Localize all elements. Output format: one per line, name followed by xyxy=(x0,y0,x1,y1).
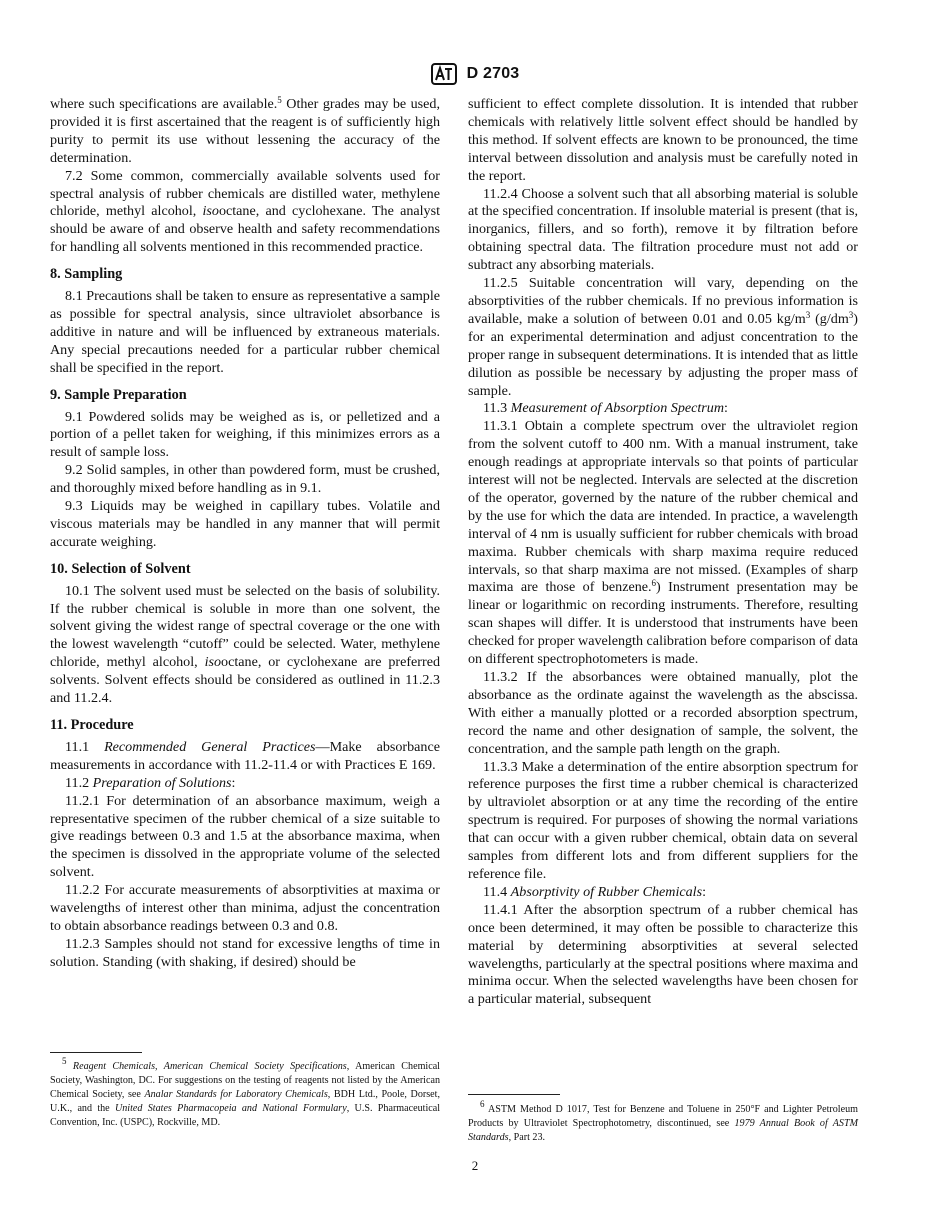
paragraph-9-1: 9.1 Powdered solids may be weighed as is, or pelletized and a portion of a pellet taken for weighing, if this minimizes errors as a result of sample loss. xyxy=(50,408,440,461)
paragraph-11-3: 11.3 Measurement of Absorption Spectrum: xyxy=(483,400,728,417)
section-heading-sampling: 8. Sampling xyxy=(50,266,123,283)
paragraph-8-1: 8.1 Precautions shall be taken to ensure as representative a sample as possible for spectral analysis, since ultraviolet absorbance is additive in nature and will be influenced by extraneous materials. Any special precautions needed for a particular rubber chemical shall be specified in the report. xyxy=(50,288,440,376)
paragraph-11-3-1: 11.3.1 Obtain a complete spectrum over the ultraviolet region from the solvent cutoff to 400 nm. With a manual instrument, take enough readings at appropriate intervals so that points of particular interest will not be neglected. Intervals are selected at the discretion of the operator, governed by the nature of the rubber chemical and by the use for which the data are intended. In practice, a wavelength interval of 4 nm is usually sufficient for rubber chemicals with broad maxima. Rubber chemicals with sharp maxima require reduced intervals, so that sharp maxima are not missed. (Examples of sharp maxima are those of benzene.$^6$) Instrument presentation may be linear or logarithmic on recording instruments. Therefore, resulting scan shapes will differ. It is understood that instruments have been checked for proper wavelength calibration before comparison of data on different spectrophotometers is made. xyxy=(468,418,859,668)
paragraph-11-2-5: 11.2.5 Suitable concentration will vary, depending on the absorptivities of the rubber chemicals. If no previous information is available, make a solution of between 0.01 and 0.05 $kg/m^3$ $(g/dm^3)$ for an experimental determination and adjust concentration to the proper range in subsequent determinations. It is intended that as little dilution as possible be necessary by adjusting the proper mass of sample. xyxy=(468,275,858,399)
footnote-5: $^5$ Reagent Chemicals, American Chemical Society Specifications, American Chemical Society, Washington, DC. For suggestions on the testing of reagents not listed by the American Chemical Society, see Analar Standards for Laboratory Chemicals, BDH Ltd., Poole, Dorset, U.K., and the United States Pharmacopeia and National Formulary, U.S. Pharmaceutical Convention, Inc. (USPC), Rockville, MD. xyxy=(50,1056,441,1128)
page-header xyxy=(0,62,950,88)
footnote-divider-left xyxy=(50,1052,142,1053)
section-heading-procedure: 11. Procedure xyxy=(50,717,134,733)
paragraph-11-2: 11.2 Preparation of Solutions: xyxy=(65,774,236,791)
section-heading-sample-preparation: 9. Sample Preparation xyxy=(50,386,187,403)
footnote-6: $^6$ ASTM Method D 1017, Test for Benzene and Toluene in 250°F and Lighter Petroleum Products by Ultraviolet Spectrophotometry, discontinued, see 1979 Annual Book of ASTM Standards, Part 23. xyxy=(468,1099,858,1143)
footnote-divider-right xyxy=(468,1094,560,1095)
paragraph-11-2-1: 11.2.1 For determination of an absorbance maximum, weigh a representative specimen of the rubber chemical of a size suitable to give readings between 0.3 and 1.5 at the absorbance maxima, when the specimen is dissolved in the appropriate volume of the selected solvent. xyxy=(50,792,440,881)
left-column xyxy=(50,96,440,972)
document-id: D 2703 xyxy=(466,65,520,82)
paragraph-11-2-2: 11.2.2 For accurate measurements of absorptivities at maxima or wavelengths of interest other than minima, adjust the concentration to obtain absorbance readings between 0.3 and 0.8. xyxy=(50,882,440,934)
paragraph-9-3: 9.3 Liquids may be weighed in capillary tubes. Volatile and viscous materials may be handled in any manner that will permit accurate weighing. xyxy=(50,498,440,550)
footnote-ref-5: 5 xyxy=(277,95,282,105)
section-heading-selection-of-solvent: 10. Selection of Solvent xyxy=(50,560,191,577)
paragraph-11-2-3: 11.2.3 Samples should not stand for excessive lengths of time in solution. Standing (with shaking, if desired) should be xyxy=(50,935,440,970)
paragraph-11-3-3: 11.3.3 Make a determination of the entire absorption spectrum for reference purposes the first time a rubber chemical is characterized by ultraviolet absorption or at any time the recording of the entire spectrum is required. For purposes of showing the normal variations that can occur with a given rubber chemical, obtain data on several samples from different lots and from different suppliers for the reference file. xyxy=(468,758,858,882)
astm-logo-icon xyxy=(431,62,457,86)
paragraph-7-2: 7.2 Some common, commercially available solvents used for spectral analysis of rubber chemicals are distilled water, methylene chloride, methyl alcohol, isooctane, and cyclohexane. The analyst should be aware of and observe health and safety recommendations for handling all solvents mentioned in this recommended practice. xyxy=(50,167,440,256)
paragraph-11-2-4: 11.2.4 Choose a solvent such that all absorbing material is soluble at the specified concentration. If insoluble material is present (that is, inorganics, fillers, and so forth), remove it by filtration before obtaining spectral data. The filtration procedure must not add or subtract any absorbing materials. xyxy=(468,185,858,274)
paragraph-11-4-1: 11.4.1 After the absorption spectrum of a rubber chemical has once been determined, it may often be possible to characterize this material by determining absorptivities at several selected wavelengths, particularly at the spectral positions where maxima and minima occur. When the selected wavelengths have been chosen for a particular material, subsequent xyxy=(468,901,858,1008)
paragraph-7-1-continued: where such specifications are available.$^5$ Other grades may be used, provided it is first ascertained that the reagent is of sufficiently high purity to permit its use without lessening the accuracy of the determination. xyxy=(50,95,440,166)
right-column xyxy=(468,96,858,1009)
paragraph-11-3-2: 11.3.2 If the absorbances were obtained manually, plot the absorbance as the ordinate against the wavelength as the abscissa. With either a manually plotted or a recorded absorption spectrum, record the name and other designation of sample, the solvent, the concentration, and the sample path length on the graph. xyxy=(468,669,858,757)
paragraph-9-2: 9.2 Solid samples, in other than powdered form, must be crushed, and thoroughly mixed before handling as in 9.1. xyxy=(50,462,440,497)
paragraph-11-1: 11.1 Recommended General Practices—Make absorbance measurements in accordance with 11.2-11.4 or with Practices E 169. xyxy=(50,738,440,773)
paragraph-11-4: 11.4 Absorptivity of Rubber Chemicals: xyxy=(483,883,707,900)
page-number: 2 xyxy=(471,1158,479,1173)
paragraph-10-1: 10.1 The solvent used must be selected on the basis of solubility. If the rubber chemical is soluble in more than one solvent, the solvent giving the widest range of spectral coverage or the one with the lowest wavelength “cutoff” could be selected. Water, methylene chloride, methyl alcohol, isooctane, or cyclohexane are preferred solvents. Solvent effects should be considered as outlined in 11.2.3 and 11.2.4. xyxy=(50,582,440,707)
footnote-ref-6: 6 xyxy=(651,578,657,589)
paragraph-11-2-3-continued: sufficient to effect complete dissolution. It is intended that rubber chemicals with relatively little solvent effect should be handled by this method. If solvent effects are known to be pronounced, the time interval between dissolution and analysis must be carefully noted in the report. xyxy=(468,96,858,184)
